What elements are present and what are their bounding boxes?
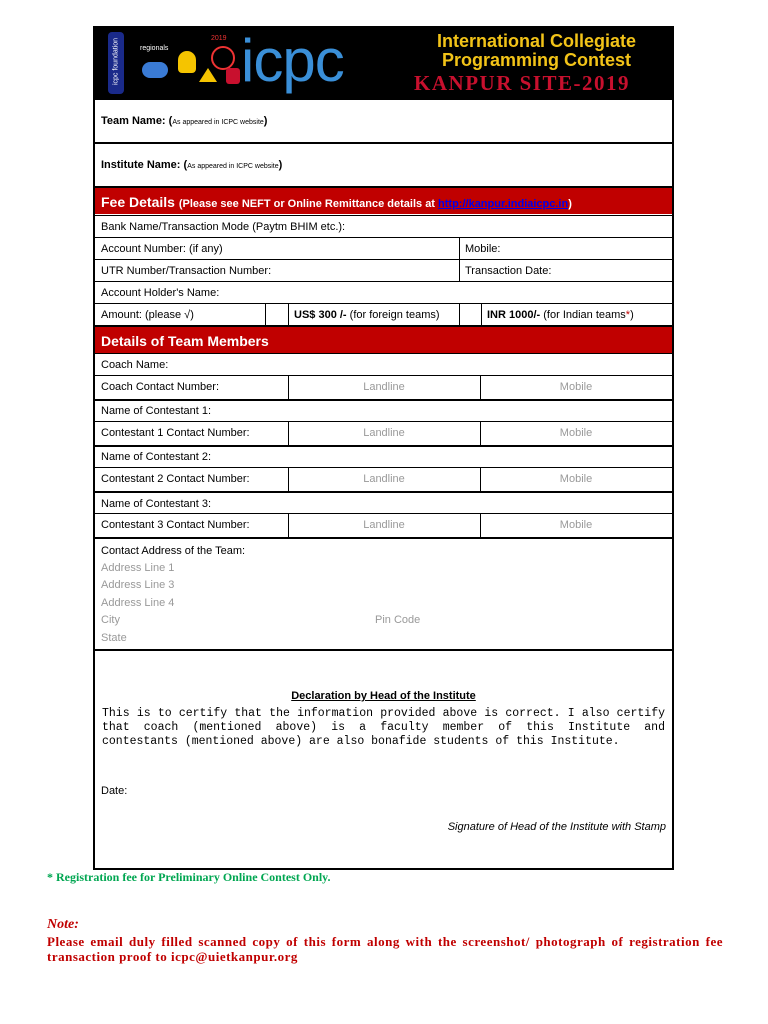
icpc-foundation-logo	[108, 32, 124, 94]
coach-contact-label: Coach Contact Number:	[101, 381, 219, 393]
bank-name-row[interactable]	[95, 215, 672, 237]
divider	[288, 304, 289, 325]
institute-name-label: Institute Name: (As appeared in ICPC website)	[101, 159, 283, 171]
contestant-1-name-row[interactable]	[95, 399, 672, 421]
usd-amount-label: US$ 300 /- (for foreign teams)	[294, 309, 440, 321]
title-line-1: International Collegiate	[436, 31, 637, 51]
contestant-2-name-row[interactable]	[95, 445, 672, 467]
declaration-section	[95, 649, 672, 870]
contestant-2-contact-row	[95, 467, 672, 491]
contestant-3-contact-label: Contestant 3 Contact Number:	[101, 519, 250, 531]
coach-contact-row	[95, 375, 672, 399]
mobile-label: Mobile:	[465, 243, 501, 255]
bulb-icon	[178, 51, 196, 73]
fee-details-heading	[95, 186, 672, 214]
contestant-1-landline-field[interactable]: Landline	[363, 427, 405, 439]
contestant-2-contact-label: Contestant 2 Contact Number:	[101, 473, 250, 485]
inr-amount-label: INR 1000/- (for Indian teams*)	[487, 309, 634, 321]
utr-label: UTR Number/Transaction Number:	[101, 265, 272, 277]
cloud-icon	[142, 62, 168, 78]
logo-year: 2019	[211, 35, 227, 42]
icpc-logo-text: icpc	[241, 28, 344, 94]
account-holder-row[interactable]	[95, 281, 672, 303]
contestant-1-name-label: Name of Contestant 1:	[101, 405, 212, 417]
contestant-2-name-label: Name of Contestant 2:	[101, 451, 212, 463]
declaration-body: This is to certify that the information provided above is correct. I also certify that coach (mentioned above) is a faculty member of this Institute and contestants (mentioned above) are also bonafide students of this Institute.	[102, 707, 665, 748]
divider	[459, 238, 460, 259]
contestant-3-mobile-field[interactable]: Mobile	[559, 519, 593, 531]
note-body: Please email duly filled scanned copy of this form along with the screenshot/ photograph of registration fee transaction proof to icpc@uietkanpur.org	[47, 934, 723, 964]
remittance-link[interactable]: http://kanpur.indiaicpc.in	[438, 198, 569, 210]
inr-checkbox[interactable]	[460, 304, 481, 325]
coach-mobile-field[interactable]: Mobile	[559, 381, 593, 393]
usd-checkbox[interactable]	[266, 304, 288, 325]
state-field[interactable]: State	[101, 632, 127, 644]
contestant-1-mobile-field[interactable]: Mobile	[559, 427, 593, 439]
title-line-2: Programming Contest	[441, 50, 632, 70]
registration-form	[93, 26, 674, 870]
note-heading: Note:	[47, 917, 79, 932]
contestant-3-name-row[interactable]	[95, 491, 672, 513]
amount-row	[95, 303, 672, 325]
chat-icon	[226, 68, 240, 84]
bank-name-label: Bank Name/Transaction Mode (Paytm BHIM etc.):	[101, 221, 346, 233]
registration-footnote: * Registration fee for Preliminary Online Contest Only.	[47, 870, 331, 884]
triangle-icon	[199, 68, 217, 82]
header-banner	[95, 28, 672, 98]
team-name-label: Team Name: (As appeared in ICPC website)	[101, 115, 268, 127]
transaction-date-label: Transaction Date:	[465, 265, 552, 277]
contestant-3-contact-row	[95, 513, 672, 537]
account-holder-label: Account Holder's Name:	[101, 287, 220, 299]
contestant-3-name-label: Name of Contestant 3:	[101, 498, 212, 510]
city-field[interactable]: City	[101, 614, 120, 626]
signature-label: Signature of Head of the Institute with Stamp	[447, 821, 666, 833]
address-line-1-field[interactable]: Address Line 1	[101, 562, 175, 574]
coach-name-row[interactable]	[95, 353, 672, 375]
team-name-row[interactable]	[95, 98, 672, 142]
members-heading	[95, 325, 672, 353]
declaration-heading: Declaration by Head of the Institute	[291, 690, 476, 702]
date-label: Date:	[101, 785, 128, 797]
foundation-text: icpc foundation	[112, 37, 120, 86]
coach-name-label: Coach Name:	[101, 359, 169, 371]
divider	[481, 304, 482, 325]
account-number-row[interactable]	[95, 237, 672, 259]
address-line-4-field[interactable]: Address Line 4	[101, 597, 175, 609]
gear-icon	[211, 46, 235, 70]
members-title: Details of Team Members	[101, 333, 269, 349]
contestant-1-contact-label: Contestant 1 Contact Number:	[101, 427, 250, 439]
address-label: Contact Address of the Team:	[101, 545, 246, 557]
site-title: KANPUR SITE-2019	[414, 71, 630, 95]
address-line-3-field[interactable]: Address Line 3	[101, 579, 175, 591]
contestant-2-landline-field[interactable]: Landline	[363, 473, 405, 485]
coach-landline-field[interactable]: Landline	[363, 381, 405, 393]
contestant-2-mobile-field[interactable]: Mobile	[559, 473, 593, 485]
regionals-text: regionals	[140, 45, 169, 52]
contestant-3-landline-field[interactable]: Landline	[363, 519, 405, 531]
divider	[459, 260, 460, 281]
pin-code-field[interactable]: Pin Code	[375, 614, 421, 626]
contestant-1-contact-row	[95, 421, 672, 445]
utr-row[interactable]	[95, 259, 672, 281]
address-section[interactable]	[95, 537, 672, 649]
account-number-label: Account Number: (if any)	[101, 243, 223, 255]
fee-details-title: Fee Details (Please see NEFT or Online Remittance details at http://kanpur.indiaicpc.in)	[101, 194, 572, 210]
amount-label: Amount: (please √)	[101, 309, 194, 321]
institute-name-row[interactable]	[95, 142, 672, 186]
